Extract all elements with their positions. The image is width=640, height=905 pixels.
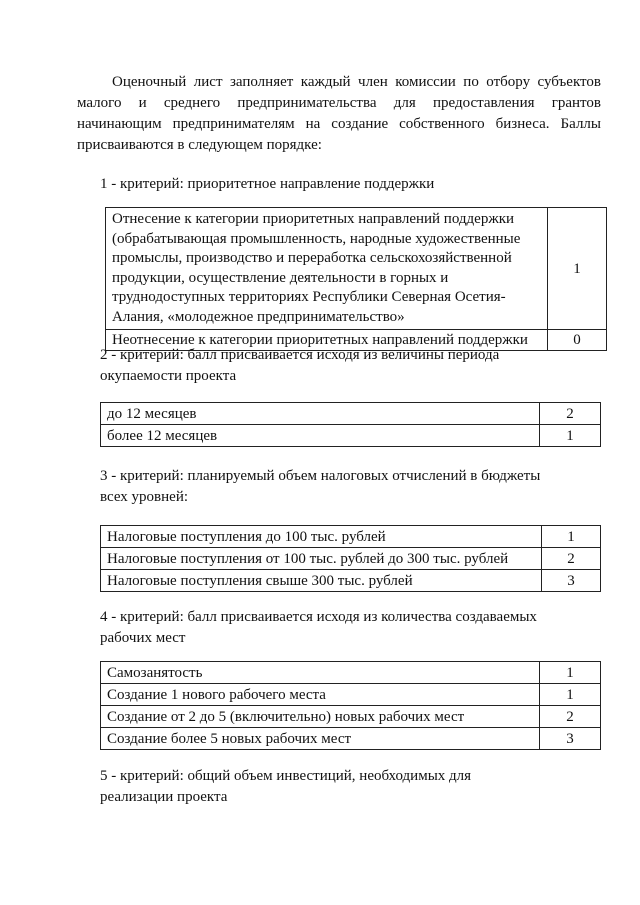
criterion-3-table <box>100 525 601 592</box>
table-row <box>101 728 601 750</box>
row-text: Создание от 2 до 5 (включительно) новых рабочих мест <box>101 706 540 728</box>
row-score: 1 <box>547 208 606 330</box>
criterion-1-table <box>105 207 607 351</box>
row-text: Отнесение к категории приоритетных направлений поддержки (обрабатывающая промышленность, народные художественные промыслы, производство и переработка сельскохозяйственной продукции, осуществление деятельности в горных и труднодоступных территориях Республики Северная Осетия-Алания, «молодежное предпринимательство» <box>106 208 548 330</box>
row-score: 3 <box>540 728 601 750</box>
row-text: Создание 1 нового рабочего места <box>101 684 540 706</box>
criterion-4-heading: 4 - критерий: балл присваивается исходя из количества создаваемых рабочих мест <box>100 609 537 646</box>
row-text: Создание более 5 новых рабочих мест <box>101 728 540 750</box>
criterion-5-heading: 5 - критерий: общий объем инвестиций, необходимых для реализации проекта <box>100 768 472 805</box>
row-text: Налоговые поступления свыше 300 тыс. рублей <box>101 570 542 592</box>
row-text: Самозанятость <box>101 662 540 684</box>
row-text: более 12 месяцев <box>101 425 540 447</box>
table-row <box>101 706 601 728</box>
row-score: 2 <box>542 548 601 570</box>
row-score: 2 <box>540 403 601 425</box>
table-row <box>106 208 607 330</box>
criterion-1-heading: 1 - критерий: приоритетное направление поддержки <box>100 176 435 192</box>
row-text: до 12 месяцев <box>101 403 540 425</box>
table-row <box>101 403 601 425</box>
criterion-4-table <box>100 661 601 750</box>
table-row <box>101 684 601 706</box>
table-row <box>101 425 601 447</box>
row-score: 1 <box>540 684 601 706</box>
table-row <box>101 548 601 570</box>
row-text: Налоговые поступления до 100 тыс. рублей <box>101 526 542 548</box>
row-score: 1 <box>540 425 601 447</box>
table-row <box>101 662 601 684</box>
criterion-3-heading: 3 - критерий: планируемый объем налоговых отчислений в бюджеты всех уровней: <box>100 468 541 505</box>
table-row <box>101 570 601 592</box>
row-score: 2 <box>540 706 601 728</box>
criterion-2-table <box>100 402 601 447</box>
criterion-2-heading: 2 - критерий: балл присваивается исходя из величины периода окупаемости проекта <box>100 347 500 384</box>
row-score: 1 <box>542 526 601 548</box>
intro-text: Оценочный лист заполняет каждый член комиссии по отбору субъектов малого и среднего предпринимательства для предоставления грантов начинающим предпринимателям на создание собственного бизнеса. Баллы присваиваются в следующем порядке: <box>77 74 601 153</box>
row-score: 3 <box>542 570 601 592</box>
row-score: 1 <box>540 662 601 684</box>
table-row <box>101 526 601 548</box>
row-score: 0 <box>547 330 606 351</box>
row-text: Неотнесение к категории приоритетных направлений поддержки <box>106 330 548 351</box>
row-text: Налоговые поступления от 100 тыс. рублей до 300 тыс. рублей <box>101 548 542 570</box>
intro-paragraph <box>77 72 601 156</box>
